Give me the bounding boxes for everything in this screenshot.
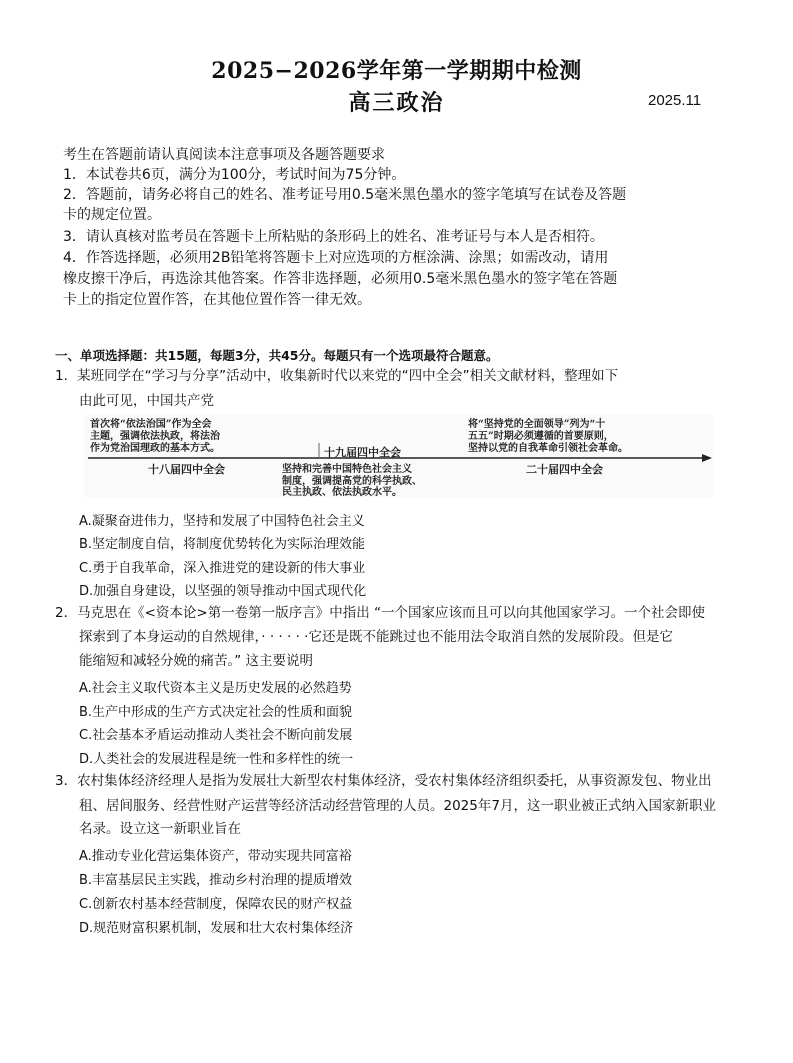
question-1-stem: 1．某班同学在“学习与分享”活动中，收集新时代以来党的“四中全会”相关文献材料，整理如下 — [55, 368, 619, 384]
timeline-note-1: 主题，强调依法执政，将法治 — [90, 431, 220, 442]
question-3-stem-cont: 租、居间服务、经营性财产运营等经济活动经营管理的人员。2025年7月，这一职业被正式纳入国家新职业 — [79, 798, 716, 814]
q1-option-c: C.勇于自我革命，深入推进党的建设新的伟大事业 — [79, 561, 366, 576]
question-3-stem-cont: 名录。设立这一新职业旨在 — [79, 821, 241, 837]
timeline-note-3: 坚持以党的自我革命引领社会革命。 — [468, 443, 628, 454]
notice-intro: 考生在答题前请认真阅读本注意事项及各题答题要求 — [63, 147, 385, 163]
question-2-stem-cont: 能缩短和减轻分娩的痛苦。” 这主要说明 — [79, 653, 314, 669]
exam-date: 2025.11 — [648, 92, 702, 109]
q2-option-c: C.社会基本矛盾运动推动人类社会不断向前发展 — [79, 728, 353, 743]
question-3-stem: 3．农村集体经济经理人是指为发展壮大新型农村集体经济，受农村集体经济组织委托，从事资源发包、物业出 — [55, 773, 712, 789]
timeline-label-20th: 二十届四中全会 — [526, 463, 603, 476]
question-1-stem-cont: 由此可见，中国共产党 — [79, 393, 214, 409]
notice-item: 1．本试卷共6页，满分为100分，考试时间为75分钟。 — [63, 167, 406, 183]
q1-option-d: D.加强自身建设，以坚强的领导推动中国式现代化 — [79, 584, 367, 599]
question-2-stem: 2．马克思在《<资本论>第一卷第一版序言》中指出 “一个国家应该而且可以向其他国家学习。一个社会即使 — [55, 605, 705, 621]
q2-option-a: A.社会主义取代资本主义是历史发展的必然趋势 — [79, 681, 352, 696]
q1-option-a: A.凝聚奋进伟力，坚持和发展了中国特色社会主义 — [79, 514, 365, 529]
q3-option-d: D.规范财富积累机制，发展和壮大农村集体经济 — [79, 921, 354, 936]
timeline-label-19th: 十九届四中全会 — [324, 446, 401, 459]
q2-option-b: B.生产中形成的生产方式决定社会的性质和面貌 — [79, 705, 353, 720]
q1-option-b: B.坚定制度自信，将制度优势转化为实际治理效能 — [79, 537, 366, 552]
timeline-note-2: 民主执政、依法执政水平。 — [282, 487, 402, 498]
notice-item: 2．答题前，请务必将自己的姓名、准考证号用0.5毫米黑色墨水的签字笔填写在试卷及答题 — [63, 187, 627, 203]
timeline-note-1: 首次将“依法治国”作为全会 — [90, 419, 212, 430]
notice-item: 橡皮擦干净后，再选涂其他答案。作答非选择题，必须用0.5毫米黑色墨水的签字笔在答题 — [63, 271, 618, 287]
q3-option-c: C.创新农村基本经营制度，保障农民的财产权益 — [79, 897, 353, 912]
timeline-note-1: 作为党治国理政的基本方式。 — [90, 443, 220, 454]
timeline-note-2: 制度，强调提高党的科学执政、 — [282, 476, 422, 487]
notice-item: 3．请认真核对监考员在答题卡上所粘贴的条形码上的姓名、准考证号与本人是否相符。 — [63, 229, 604, 245]
notice-item: 4．作答选择题，必须用2B铅笔将答题卡上对应选项的方框涂满、涂黑；如需改动，请用 — [63, 250, 609, 266]
section-heading: 一、单项选择题：共15题，每题3分，共45分。每题只有一个选项最符合题意。 — [55, 348, 499, 363]
timeline-label-18th: 十八届四中全会 — [148, 463, 225, 476]
timeline-note-2: 坚持和完善中国特色社会主义 — [282, 464, 412, 475]
question-2-stem-cont: 探索到了本身运动的自然规律，· · · · · ·它还是既不能跳过也不能用法令取消自然的发展阶段。但是它 — [79, 629, 673, 645]
q1-timeline-figure — [84, 415, 714, 497]
q3-option-b: B.丰富基层民主实践，推动乡村治理的提质增效 — [79, 873, 353, 888]
timeline-note-3: 将“坚持党的全面领导”列为“十 — [468, 419, 606, 430]
notice-item: 卡的规定位置。 — [63, 207, 161, 223]
subject-title: 高三政治 — [348, 90, 445, 116]
exam-title: 2025−2026学年第一学期期中检测 — [211, 58, 582, 84]
timeline-note-3: 五五”时期必须遵循的首要原则， — [468, 431, 614, 442]
q3-option-a: A.推动专业化营运集体资产，带动实现共同富裕 — [79, 849, 352, 864]
notice-item: 卡上的指定位置作答，在其他位置作答一律无效。 — [63, 292, 371, 308]
q2-option-d: D.人类社会的发展进程是统一性和多样性的统一 — [79, 752, 354, 767]
